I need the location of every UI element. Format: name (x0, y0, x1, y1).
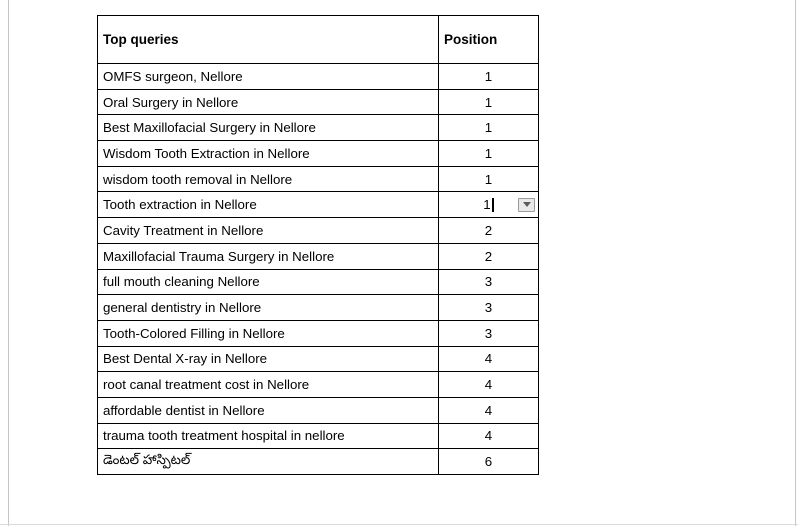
query-cell[interactable]: Wisdom Tooth Extraction in Nellore (98, 141, 439, 167)
query-cell[interactable]: Tooth extraction in Nellore (98, 192, 439, 218)
query-cell[interactable]: wisdom tooth removal in Nellore (98, 166, 439, 192)
table-row (98, 243, 539, 269)
table-row (98, 397, 539, 423)
position-cell[interactable]: 1 (439, 64, 539, 90)
dropdown-arrow-icon (523, 202, 531, 207)
position-cell[interactable]: 2 (439, 218, 539, 244)
query-cell[interactable]: Cavity Treatment in Nellore (98, 218, 439, 244)
position-cell[interactable]: 1 (439, 141, 539, 167)
text-cursor (492, 198, 494, 212)
query-cell[interactable]: Maxillofacial Trauma Surgery in Nellore (98, 243, 439, 269)
query-cell[interactable]: general dentistry in Nellore (98, 295, 439, 321)
position-cell[interactable]: 4 (439, 423, 539, 449)
table-row (98, 64, 539, 90)
query-cell[interactable]: full mouth cleaning Nellore (98, 269, 439, 295)
query-cell[interactable]: trauma tooth treatment hospital in nellore (98, 423, 439, 449)
query-cell[interactable]: root canal treatment cost in Nellore (98, 372, 439, 398)
table-row (98, 449, 539, 475)
query-cell[interactable]: Best Dental X-ray in Nellore (98, 346, 439, 372)
query-cell[interactable]: డెంటల్ హాస్పిటల్ (98, 449, 439, 475)
position-cell[interactable]: 1 (439, 89, 539, 115)
table-row (98, 269, 539, 295)
query-cell[interactable]: Oral Surgery in Nellore (98, 89, 439, 115)
position-cell[interactable]: 3 (439, 320, 539, 346)
query-cell[interactable]: affordable dentist in Nellore (98, 397, 439, 423)
position-value: 1 (483, 197, 491, 213)
table-row (98, 423, 539, 449)
table-header-row (98, 16, 539, 64)
position-cell[interactable]: 3 (439, 295, 539, 321)
position-cell[interactable]: 4 (439, 397, 539, 423)
page-edge-right-line (795, 0, 796, 526)
table-row (98, 372, 539, 398)
table-row (98, 295, 539, 321)
top-queries-table (97, 15, 539, 475)
position-cell[interactable]: 4 (439, 372, 539, 398)
position-cell[interactable]: 2 (439, 243, 539, 269)
table-row (98, 89, 539, 115)
position-cell[interactable]: 1 (439, 115, 539, 141)
query-cell[interactable]: Tooth-Colored Filling in Nellore (98, 320, 439, 346)
position-cell[interactable]: 1 (439, 166, 539, 192)
table-row (98, 320, 539, 346)
position-cell[interactable]: 3 (439, 269, 539, 295)
table-row (98, 346, 539, 372)
query-cell[interactable]: Best Maxillofacial Surgery in Nellore (98, 115, 439, 141)
page-edge-left-line (8, 0, 9, 526)
table-row (98, 115, 539, 141)
table-row (98, 218, 539, 244)
header-top-queries[interactable]: Top queries (98, 16, 439, 64)
table-row (98, 166, 539, 192)
header-position[interactable]: Position (439, 16, 539, 64)
table-row-editing (98, 192, 539, 218)
position-cell[interactable]: 6 (439, 449, 539, 475)
cell-dropdown-button[interactable] (518, 198, 535, 212)
table-row (98, 141, 539, 167)
page-edge-bottom-line (0, 524, 798, 525)
position-cell-editing[interactable] (439, 192, 539, 218)
position-cell[interactable]: 4 (439, 346, 539, 372)
query-cell[interactable]: OMFS surgeon, Nellore (98, 64, 439, 90)
